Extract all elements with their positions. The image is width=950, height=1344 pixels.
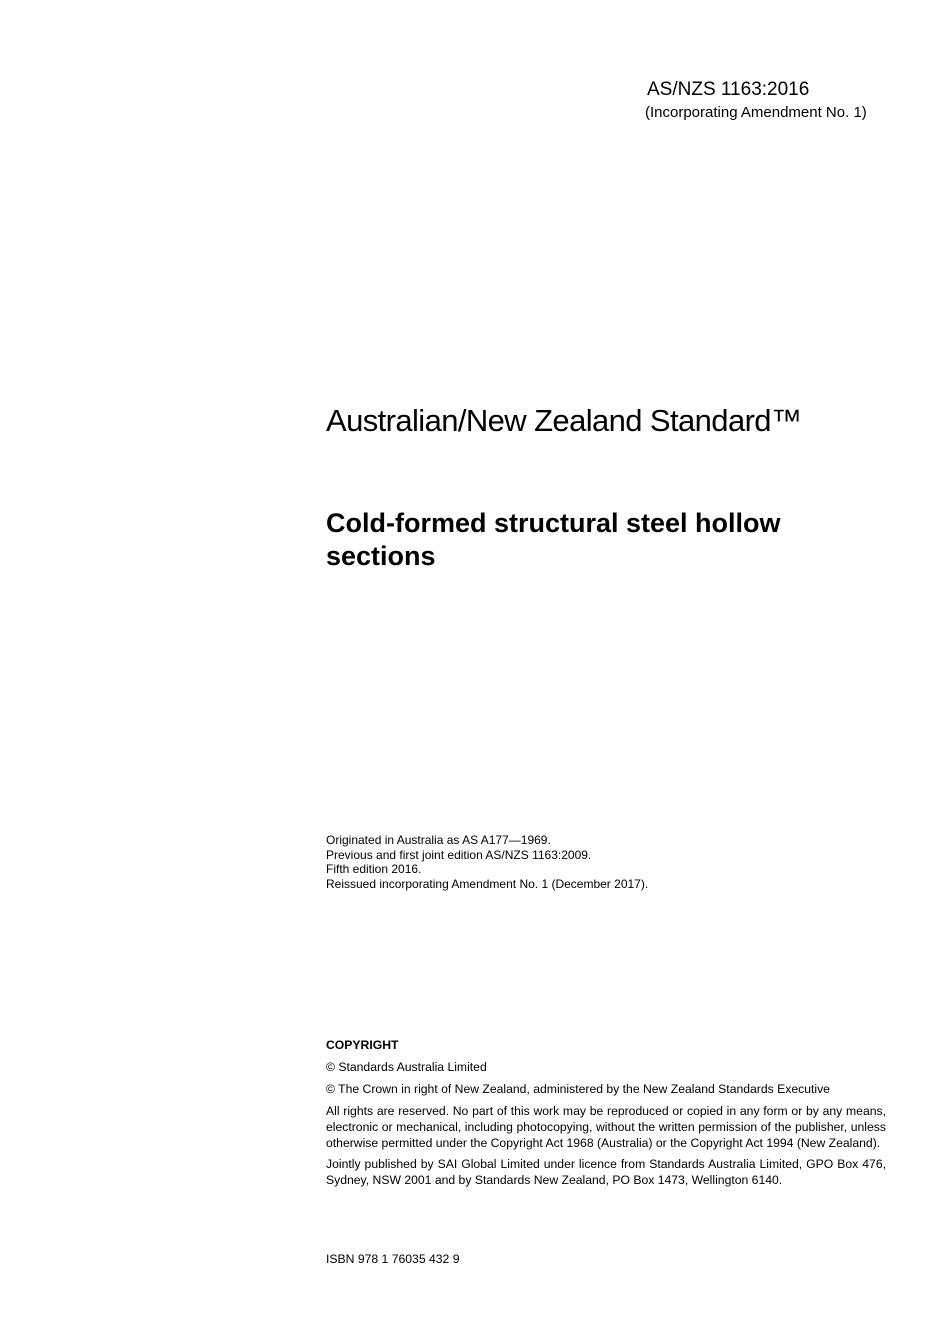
copyright-owner-au: © Standards Australia Limited [326,1060,487,1074]
history-line: Originated in Australia as AS A177—1969. [326,833,551,847]
rights-statement: All rights are reserved. No part of this work may be reproduced or copied in any form or by any means, electronic or mechanical, including photocopying, without the written permission of the publisher, unless otherwise permitted under the Copyright Act 1968 (Australia) or the Copyright Act 1994 (New Zealand). [326,1104,886,1150]
copyright-heading: COPYRIGHT [326,1038,399,1052]
publisher-statement: Jointly published by SAI Global Limited under licence from Standards Australia Limited, GPO Box 476, Sydney, NSW 2001 and by Standards New Zealand, PO Box 1473, Wellington 6140. [326,1157,886,1187]
copyright-section [326,1037,886,1193]
amendment-note: (Incorporating Amendment No. 1) [645,104,867,121]
copyright-owner-nz: © The Crown in right of New Zealand, administered by the New Zealand Standards Executive [326,1082,830,1096]
publication-history [326,833,648,891]
history-line: Reissued incorporating Amendment No. 1 (December 2017). [326,876,649,891]
isbn: ISBN 978 1 76035 432 9 [326,1252,460,1266]
history-line: Fifth edition 2016. [326,862,422,877]
standard-number: AS/NZS 1163:2016 [647,79,810,100]
document-title: Cold-formed structural steel hollow sections [326,508,781,571]
history-line: Previous and first joint edition AS/NZS 1163:2009. [326,847,592,862]
standard-series-title: Australian/New Zealand Standard™ [326,403,802,438]
